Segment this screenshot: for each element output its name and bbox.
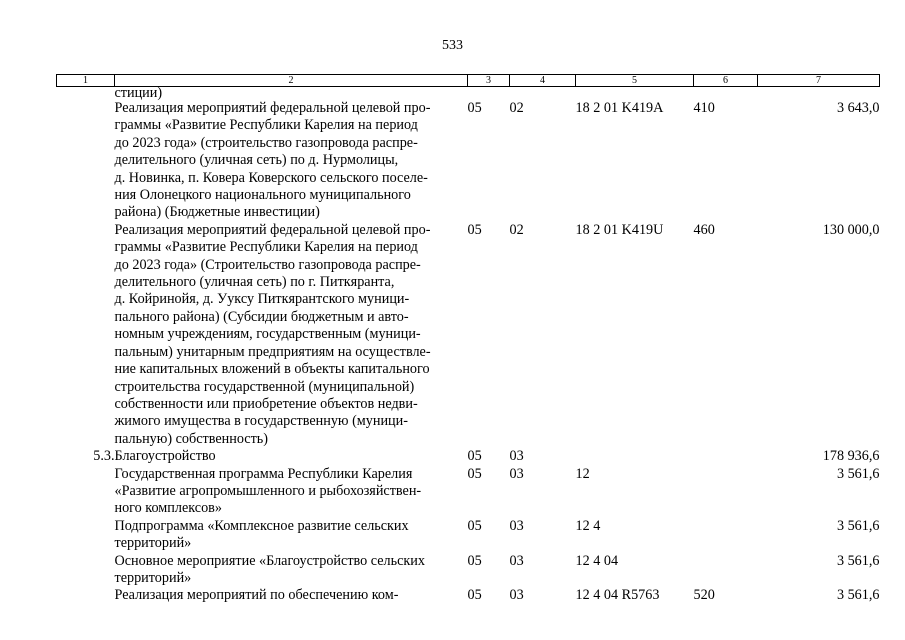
table-row	[57, 87, 880, 101]
table-row	[57, 222, 880, 448]
row-description: Реализация мероприятий по обеспечению ком-	[114, 587, 399, 604]
target-article-code: 18 2 01 K419U	[575, 221, 664, 238]
subsection-code: 03	[509, 552, 524, 569]
subsection-code: 02	[509, 221, 524, 238]
subsection-code: 02	[509, 100, 524, 116]
column-header: 7	[758, 75, 880, 87]
row-description: Государственная программа Республики Карелия «Развитие агропромышленного и рыбохозяйствен- ного комплексов»	[114, 465, 422, 517]
table-row	[57, 100, 880, 222]
amount	[758, 87, 880, 101]
row-description: стиции)	[114, 85, 163, 101]
section-code	[468, 87, 510, 101]
subsection-code: 03	[509, 517, 524, 534]
amount: 3 561,6	[836, 587, 880, 604]
row-number: 5.3.	[93, 448, 115, 465]
table-row	[57, 518, 880, 553]
column-header: 4	[510, 75, 576, 87]
section-code: 05	[467, 465, 482, 482]
target-article-code: 12 4	[575, 517, 601, 534]
row-description: Подпрограмма «Комплексное развитие сельских территорий»	[114, 517, 409, 552]
expense-type-code	[694, 466, 758, 518]
row-description: Реализация мероприятий федеральной целевой про- граммы «Развитие Республики Карелия на период до 2023 года» (Строительство газопровода распре- делительного (уличная сеть) по г. Питкяранта, д. Койринойя, д. Ууксу Питкярантского муници- пального района) (Субсидии бюджетным и авто- номным учреждениям, государственным (муници- пальным) унитарным предприятиям на осуществле- ние капитальных вложений в объекты капитального строительства государственной (муниципальной) собственности или приобретение объектов недви- жимого имущества в государственную (муници- пальную) собственность)	[114, 221, 431, 447]
target-article-code	[576, 448, 694, 465]
row-number	[57, 87, 115, 101]
column-header: 2	[115, 75, 468, 87]
column-header: 1	[57, 75, 115, 87]
column-number-header	[57, 75, 880, 87]
table-row	[57, 466, 880, 518]
table-row	[57, 587, 880, 604]
table-row	[57, 448, 880, 465]
expense-type-code: 410	[693, 100, 715, 116]
section-code: 05	[467, 552, 482, 569]
target-article-code: 12 4 04 R5763	[575, 587, 660, 604]
target-article-code: 12 4 04	[575, 552, 619, 569]
subsection-code: 03	[509, 465, 524, 482]
row-description: Реализация мероприятий федеральной целевой про- граммы «Развитие Республики Карелия на период до 2023 года» (строительство газопровода распре- делительного (уличная сеть) по д. Нурмолицы, д. Новинка, п. Ковера Коверского сельского поселе- ния Олонецкого национального муниципального района) (Бюджетные инвестиции)	[114, 100, 431, 221]
row-number	[57, 100, 115, 222]
expense-type-code	[694, 553, 758, 588]
budget-table	[56, 74, 880, 605]
expense-type-code	[694, 448, 758, 465]
section-code: 05	[467, 517, 482, 534]
amount: 3 643,0	[836, 100, 880, 116]
column-header: 3	[468, 75, 510, 87]
row-number	[57, 587, 115, 604]
expense-type-code	[694, 87, 758, 101]
subsection-code	[510, 87, 576, 101]
table-row	[57, 553, 880, 588]
page-number: 533	[442, 38, 463, 53]
section-code: 05	[467, 221, 482, 238]
subsection-code: 03	[509, 448, 524, 465]
column-header: 5	[576, 75, 694, 87]
row-number	[57, 518, 115, 553]
expense-type-code: 520	[693, 587, 715, 604]
row-number	[57, 466, 115, 518]
section-code: 05	[467, 587, 482, 604]
row-description: Основное мероприятие «Благоустройство сельских территорий»	[114, 552, 425, 586]
row-number	[57, 222, 115, 448]
subsection-code: 03	[509, 587, 524, 604]
amount: 130 000,0	[822, 221, 880, 238]
column-header: 6	[694, 75, 758, 87]
amount: 178 936,6	[822, 448, 880, 465]
amount: 3 561,6	[836, 552, 880, 569]
expense-type-code	[694, 518, 758, 553]
amount: 3 561,6	[836, 465, 880, 482]
target-article-code: 18 2 01 K419A	[575, 100, 664, 116]
row-description: Благоустройство	[114, 448, 216, 465]
section-code: 05	[467, 100, 482, 116]
target-article-code	[576, 87, 694, 101]
target-article-code: 12	[575, 465, 590, 482]
row-number	[57, 553, 115, 588]
section-code: 05	[467, 448, 482, 465]
expense-type-code: 460	[693, 221, 715, 238]
amount: 3 561,6	[836, 517, 880, 534]
